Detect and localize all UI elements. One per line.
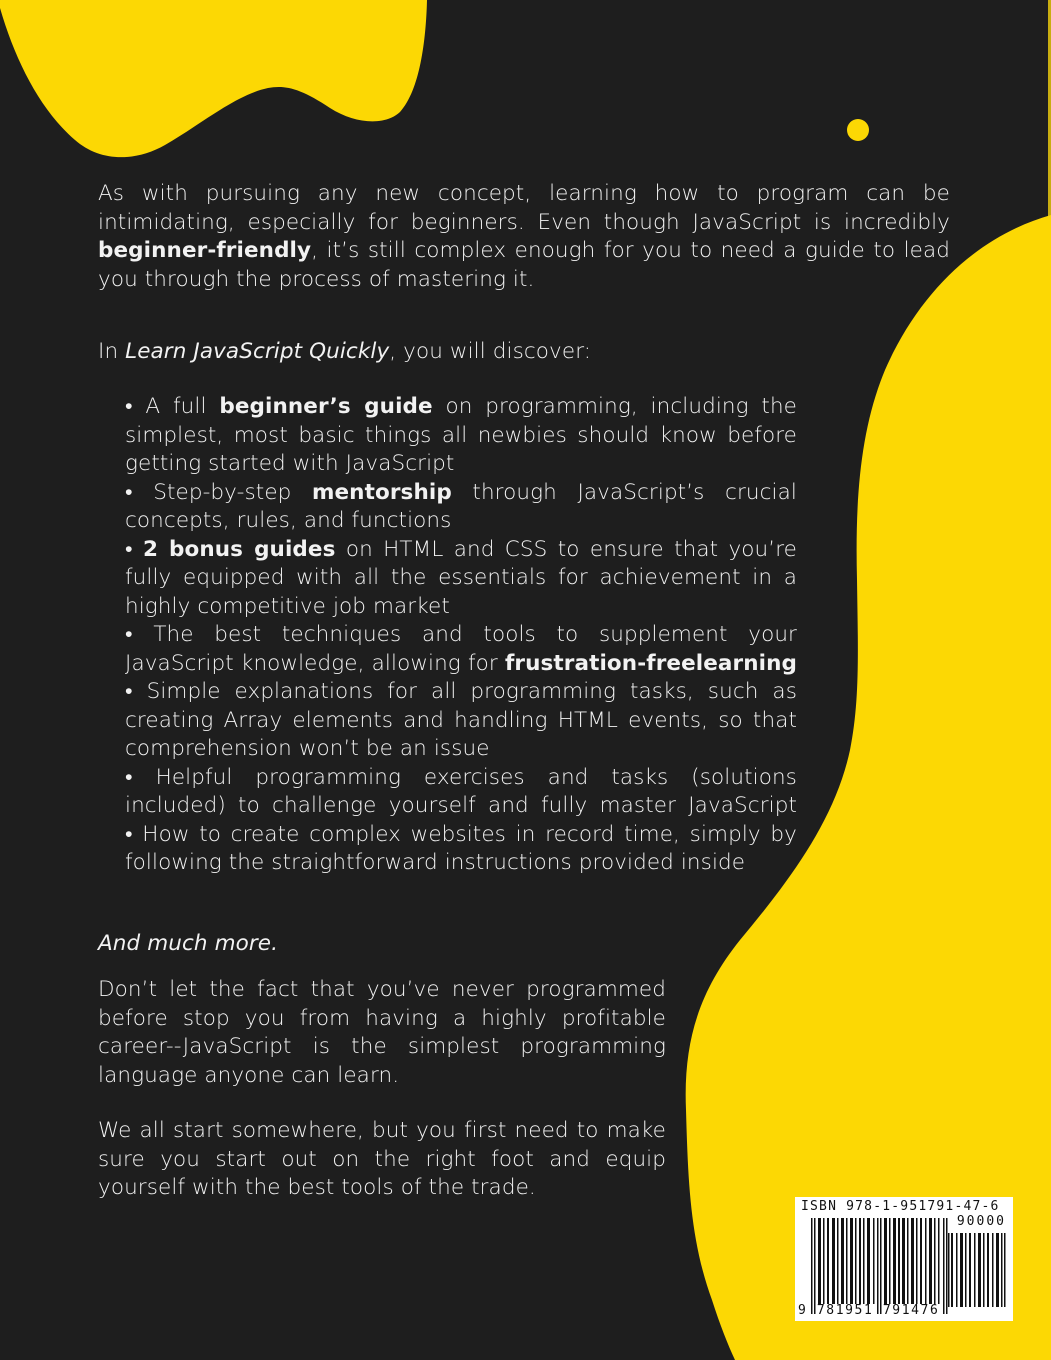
price-code: 90000 bbox=[956, 1214, 1006, 1229]
bullet-text: through JavaScript’s crucial concepts, rules, and functions bbox=[125, 479, 797, 533]
closing-text: We all start somewhere, but you first need to make sure you start out on the right foot and equip yourself with the best tools of the trade. bbox=[98, 1118, 666, 1200]
closing-text: Don’t let the fact that you’ve never programmed before stop you from having a highly profitable career--JavaScript is the simplest programming language anyone can learn. bbox=[98, 977, 666, 1088]
bullet-item bbox=[125, 536, 797, 622]
bullet-item bbox=[125, 821, 797, 878]
bullet-text: on HTML and CSS to ensure that you’re fully equipped with all the essentials for achievement in a highly competitive job market bbox=[125, 536, 798, 619]
bullet-text: • The best techniques and tools to supplement your JavaScript knowledge, allowing for bbox=[125, 622, 797, 676]
bullet-item bbox=[125, 764, 797, 821]
bullet-item bbox=[125, 621, 797, 678]
bullet-text: • How to create complex websites in record time, simply by following the straightforward instructions provided inside bbox=[125, 821, 797, 875]
bullet-bold: 2 bonus guides bbox=[142, 536, 336, 562]
bullet-text: • Helpful programming exercises and tasks (solutions included) to challenge yourself and fully master JavaScript bbox=[125, 764, 797, 818]
bullet-bold: beginner’s guide bbox=[219, 394, 433, 419]
intro-bold-text: beginner-friendly bbox=[98, 238, 312, 263]
book-title: Learn JavaScript Quickly bbox=[125, 339, 390, 364]
bullet-bold: mentorship bbox=[312, 479, 452, 505]
much-more-line bbox=[98, 930, 598, 959]
bullet-text: • bbox=[125, 536, 143, 562]
discover-prefix: In bbox=[98, 339, 126, 364]
isbn-barcode bbox=[795, 1197, 1013, 1321]
bullet-item bbox=[125, 479, 797, 536]
bullet-text: • Step-by-step bbox=[125, 479, 312, 505]
closing-paragraph-1 bbox=[98, 976, 666, 1090]
much-more-text: And much more. bbox=[98, 931, 279, 956]
yellow-dot bbox=[847, 119, 869, 141]
bullet-item bbox=[125, 678, 797, 764]
isbn-label: ISBN 978-1-951791-47-6 bbox=[801, 1199, 1000, 1214]
discover-lead bbox=[98, 338, 798, 367]
intro-text-continued: , it’s still complex enough for you to need a guide to lead you through the process of mastering it. bbox=[98, 238, 950, 292]
bullet-bold: frustration-freelearning bbox=[504, 650, 797, 676]
discover-suffix: , you will discover: bbox=[389, 339, 592, 364]
closing-paragraph-2 bbox=[98, 1117, 666, 1203]
bullet-text: • Simple explanations for all programming tasks, such as creating Array elements and handling HTML events, so that comprehension won’t be an issue bbox=[125, 679, 797, 761]
bullet-text: • A full bbox=[125, 394, 220, 419]
intro-paragraph bbox=[98, 180, 950, 294]
ean-digits: 9 781951 791476 bbox=[798, 1303, 940, 1318]
barcode-bars-icon bbox=[811, 1218, 951, 1314]
bullet-item bbox=[125, 393, 797, 479]
addon-barcode-bars-icon bbox=[948, 1233, 1006, 1307]
intro-text: As with pursuing any new concept, learning how to program can be intimidating, especially for beginners. Even though JavaScript is incredibly bbox=[98, 181, 950, 235]
bullet-text: on programming, including the simplest, most basic things all newbies should know before getting started with JavaScript bbox=[125, 394, 797, 476]
bullet-list bbox=[125, 393, 797, 878]
